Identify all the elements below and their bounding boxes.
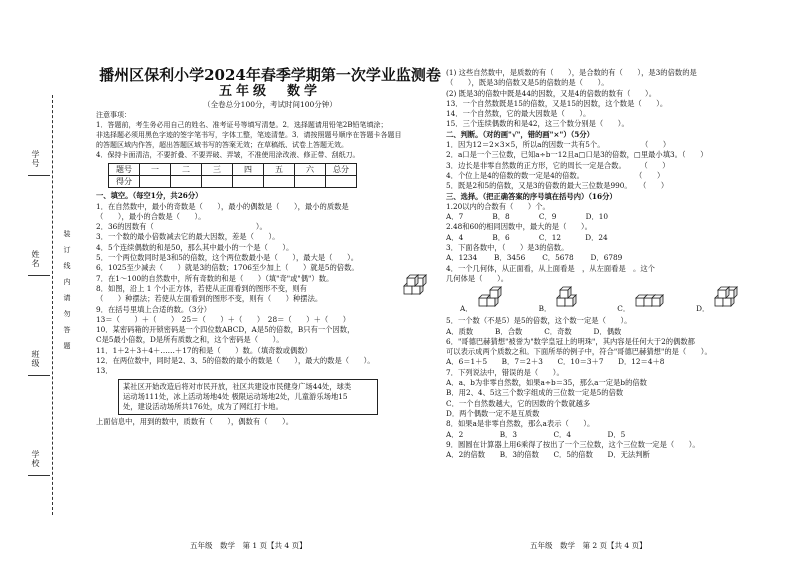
score-table-header-row [109, 164, 357, 176]
cube-stack-figure [400, 274, 436, 306]
question-line: 1．因为12＝2×3×5，所以a的因数一共有5个。 （ ） [446, 140, 671, 150]
cube-option-label: C． [617, 304, 631, 314]
score-cell [171, 176, 202, 188]
notes-line: 非选择题必须用黑色字迹的签字笔书写，字体工整，笔迹清楚。3．请按照题号顺序在答题卡各题目 [96, 131, 402, 140]
question-line: 13＝（ ）＋（ ） 25＝（ ）＋（ ） 28＝（ ）＋（ ） [96, 314, 351, 324]
question-line: 2．a口是一个三位数，已知a÷b一12且a□口是3的倍数，□里最小填3。（ ） [446, 150, 708, 160]
notes-line: 4．保持卡面清洁，不要折叠、不要弄破、弄皱，不准使用涂改液、修正带、刮纸刀。 [96, 151, 360, 160]
school-field [28, 475, 50, 476]
question-line: 可以表示成两个质数之和。下面所举的例子中，符合"哥德巴赫猜想"的是（ ）。 [446, 347, 712, 357]
class-field [28, 375, 50, 376]
question-line: A．2 B．3 C．4 D．5 [446, 429, 626, 439]
fill-in-section [96, 191, 444, 376]
exam-title: 播州区保利小学2024年春季学期第一次学业监测卷 [99, 66, 441, 84]
binding-margin [0, 0, 96, 562]
question-line: 上面信息中，用到的数中，质数有（ ），偶数有（ ）。 [96, 416, 294, 426]
page-footer-right: 五年级 数学 第 2 页【共 4 页】 [530, 541, 647, 550]
name-field [28, 275, 50, 276]
score-header-cell: 总分 [326, 164, 357, 176]
question-line: 6．"哥德巴赫猜想"被誉为"数学皇冠上的明珠"，其内容是任何大于2的偶数都 [446, 336, 695, 346]
student-id-field [28, 175, 50, 176]
question-line: C．一个自然数越大，它的因数的个数就越多 [446, 398, 591, 408]
question-line: 15．三个连续偶数的和是42，这三个数分别是（ ）。 [446, 119, 629, 129]
score-cell [326, 176, 357, 188]
score-table-score-row [109, 176, 357, 188]
question-line: （ ），最小的合数是（ ）。 [96, 211, 206, 221]
question-line: 1．在自然数中，最小的奇数是（ ），最小的偶数是（ ），最小的质数是 [96, 201, 349, 211]
question-line: 9．圆圆在计算器上用6乘得了按出了一个三位数，这个三位数一定是（ ）。 [446, 439, 700, 449]
question-line: A．a、b为非零自然数，如果a÷b＝35，那么a一定是b的倍数 [446, 378, 647, 388]
question-line: 12．在两位数中，同时是2、3、5的倍数的最小的数是（ ），最大的数是（ ）。 [96, 356, 375, 366]
question-line: A．1234 B．3456 C．5678 D．6789 [446, 253, 623, 263]
score-row-label: 得分 [109, 176, 140, 188]
question-line: 14．一个自然数，它的最大因数是（ ）。 [446, 109, 591, 119]
info-box [118, 379, 378, 415]
section-heading: 三、选择。（把正确答案的序号填在括号内）（16分） [446, 191, 617, 201]
question-line: 2.48和60的相同因数中，最大的是（ ）。 [446, 222, 592, 232]
question-line: B．用2、4、5这三个数字组成的三位数一定是5的倍数 [446, 388, 624, 398]
score-header-cell: 题号 [109, 164, 140, 176]
question-line: （ ）种摆法；若使从左面看到的图形不变，则有（ ）种摆法。 [96, 294, 323, 304]
score-header-cell: 一 [140, 164, 171, 176]
score-cell [140, 176, 171, 188]
exam-subtitle: 五年级 数学 [218, 84, 321, 99]
question-line: 4．个位上是4的倍数的数一定是4的倍数。 （ ） [446, 170, 665, 180]
question-line: 8．如果a是非零自然数，那么a表示（ ）。 [446, 419, 595, 429]
cube-option[interactable] [539, 286, 590, 314]
cube-option[interactable] [617, 286, 668, 314]
question-line: 3．边长是非零自然数的正方形，它的周长一定是合数。 （ ） [446, 160, 670, 170]
question-line: 7．在1～100的自然数中，所有奇数的和是（ ）（填"奇"或"偶"）数。 [96, 273, 334, 283]
score-header-cell: 五 [264, 164, 295, 176]
cube-option-label: A． [460, 304, 473, 314]
section-heading: 一、填空。（每空1分，共26分） [96, 191, 203, 201]
cube-options-row [460, 286, 782, 314]
cube-figure [475, 286, 511, 314]
cube-figure [632, 286, 668, 314]
question-line: (2) 既是3的倍数中既是44的因数，又是4的倍数的数有（ ）。 [446, 88, 656, 98]
score-header-cell: 三 [202, 164, 233, 176]
question-line: A．6＝1＋5 B．7＝2＋3 C．10＝3＋7 D．12＝4＋8 [446, 357, 665, 367]
school-label: 学校 [31, 450, 40, 468]
question-line: (1) 这些自然数中，是质数的有（ ），是合数的有（ ），是3的倍数的是 [446, 68, 697, 77]
question-line: 13．一个自然数既是15的倍数，又是15的因数，这个数是（ ）。 [446, 98, 668, 108]
cube-option[interactable] [696, 286, 747, 314]
question-line: 4．5个连续偶数的和是50，那么其中最小的一个是（ ）。 [96, 242, 294, 252]
score-cell [264, 176, 295, 188]
cube-figure [553, 286, 589, 314]
notes-heading: 注意事项： [96, 111, 131, 120]
score-cell [233, 176, 264, 188]
question-line: 5．既是2和5的倍数，又是3的倍数的最大三位数是990。 （ ） [446, 181, 669, 191]
question-line: 11．1＋2＋3＋4＋……＋17的和是（ ）数。（填奇数或偶数） [96, 345, 312, 355]
exam-info: （全卷总分100分，考试时间100分钟） [203, 100, 337, 109]
question-line: A．质数 B．合数 C．奇数 D．偶数 [446, 326, 622, 336]
info-box-line: 运动场111处，冰上活动场地4处 极限运动场地2处，儿童游乐场地15 [123, 391, 348, 401]
class-label: 班级 [31, 350, 40, 368]
cube-option-label: B． [538, 304, 552, 314]
question-line: C是5最小倍数，D是所有质数之和，这个密码是（ ）。 [96, 335, 284, 345]
score-cell [295, 176, 326, 188]
question-line: 6．1025至少减去（ ）就是3的倍数；1706至少加上（ ）就是5的倍数。 [96, 263, 359, 273]
score-cell [202, 176, 233, 188]
question-line: （ ），既是3的倍数又是5的倍数的是（ ）。 [446, 78, 609, 88]
question-line: 8．如图，沿上 1 个小正方体，若使从正面看到的图形不变，则有 [96, 283, 307, 293]
question-line: 5．一个数（不是5）是5的倍数，这个数一定是（ ）。 [446, 316, 632, 326]
binding-dashed-line [52, 95, 53, 515]
question-line: A．7 B．8 C．9 D．10 [446, 212, 609, 222]
page-footer-left: 五年级 数学 第 1 页【共 4 页】 [190, 541, 307, 550]
cube-figure [711, 286, 747, 314]
left-column [96, 66, 444, 427]
question-line: 几何体是（ ）。 [446, 273, 509, 283]
info-box-line: 处，建设活动场所共176处，成为了网红打卡地。 [123, 401, 283, 411]
notes-line: 1．答题前，考生务必用自己的姓名、准考证号等填写清楚。2．选择题请用铅笔2B铅笔填涂； [96, 121, 388, 130]
question-line: 9．在括号里填上合适的数。（3分） [96, 304, 212, 314]
cube-option[interactable] [460, 286, 511, 314]
cube-figure [400, 274, 436, 302]
question-line: A．2的倍数 B．3的倍数 C．5的倍数 D．无法判断 [446, 450, 650, 460]
section-heading: 二、判断。（对的画"√"，错的画"×"）（5分） [446, 129, 594, 139]
questions-section [446, 68, 782, 460]
score-header-cell: 二 [171, 164, 202, 176]
question-line: 2．36的因数有（ ）。 [96, 222, 267, 232]
question-line: D．两个偶数一定不是互质数 [446, 408, 540, 418]
question-line: 7．下列说法中，错误的是（ ）。 [446, 367, 564, 377]
question-line: 3．一个数的最小倍数减去它的最大因数，差是（ ）。 [96, 232, 280, 242]
notes-line: 的答题区域内作答，超出答题区域书写的答案无效；在草稿纸、试卷上答题无效。 [96, 141, 348, 150]
question-line: 5．一个两位数同时是3和5的倍数，这个两位数最小是（ ），最大是（ ）。 [96, 253, 359, 263]
question-line: 13． [96, 366, 113, 376]
right-column [446, 68, 782, 460]
question-line: 1.20以内的合数有（ ）个。 [446, 201, 550, 211]
student-id-label: 学号 [31, 150, 40, 168]
info-box-line: 某社区开始改造后将对市民开放，社区共建设市民健身广场44处，球类 [123, 381, 352, 391]
score-header-cell: 四 [233, 164, 264, 176]
score-header-cell: 六 [295, 164, 326, 176]
name-label: 姓名 [31, 250, 40, 268]
score-table [108, 163, 357, 188]
binding-warning: 装 订 线 内 请 勿 答 题 [63, 230, 71, 350]
question-line: 10．某密码箱的开锁密码是一个四位数ABCD，A是5的倍数，B只有一个因数， [96, 325, 355, 335]
question-line: 3．下面各数中，（ ）是3的倍数。 [446, 243, 569, 253]
question-line: 4．一个几何体，从正面看，从上面看是 ，从左面看是 。这个 [446, 263, 655, 273]
cube-option-label: D． [696, 304, 710, 314]
question-line: A．4 B．6 C．12 D．24 [446, 232, 608, 242]
